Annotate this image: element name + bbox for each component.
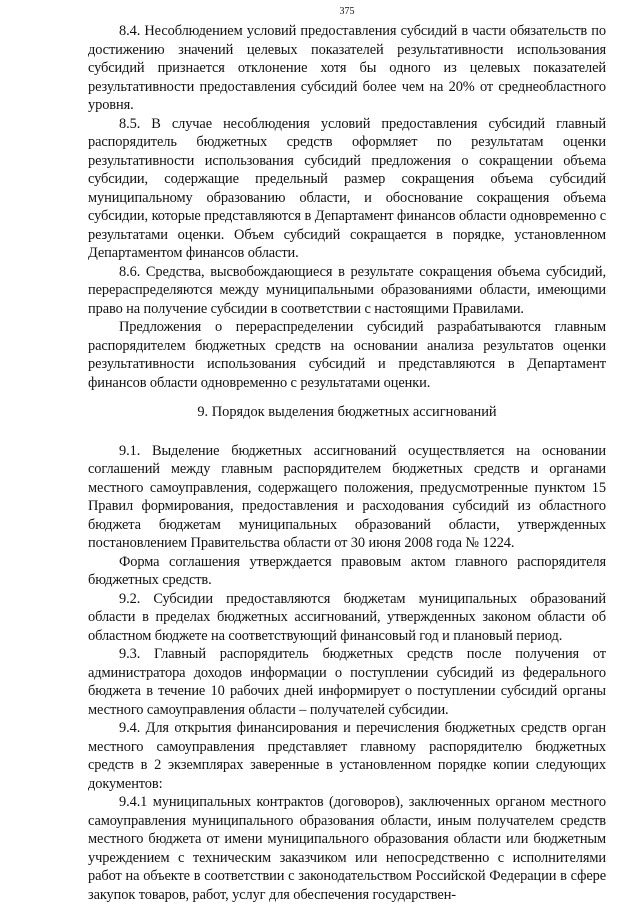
paragraph-agreement-form: Форма соглашения утверждается правовым актом главного распорядителя бюджетных средств. bbox=[88, 553, 606, 588]
page-number: 375 bbox=[339, 6, 355, 17]
paragraph-9-2: 9.2. Субсидии предоставляются бюджетам муниципальных образований области в пределах бюджетных ассигнований, утвержденных законом области об областном бюджете на соответствующий финансовый год и плановый период. bbox=[88, 590, 606, 644]
paragraph-8-5: 8.5. В случае несоблюдения условий предоставления субсидий главный распорядитель бюджетных средств оформляет по результатам оценки результативности использования субсидий предложения о сокращении объема субсидии, содержащие предельный размер сокращения объема субсидий муниципальному образованию области, и обоснование сокращения объема субсидии, которые представляются в Департамент финансов области одновременно с результатами оценки. Объем субсидий сокращается в порядке, установленном Департаментом финансов области. bbox=[88, 115, 606, 261]
paragraph-redistribution-proposals: Предложения о перераспределении субсидий разрабатываются главным распорядителем бюджетных средств на основании анализа результатов оценки результативности использования субсидий и представляются в Департамент финансов области одновременно с результатами оценки. bbox=[88, 319, 606, 391]
paragraph-9-3: 9.3. Главный распорядитель бюджетных средств после получения от администратора доходов информации о поступлении субсидий из федерального бюджета в течение 10 рабочих дней информирует о поступлении субсидий органы местного самоуправления области – получателей субсидии. bbox=[88, 646, 606, 718]
paragraph-9-4: 9.4. Для открытия финансирования и перечисления бюджетных средств орган местного самоуправления представляет главному распорядителю бюджетных средств в 2 экземплярах заверенные в установленном порядке копии следующих документов: bbox=[88, 720, 606, 792]
paragraph-8-6: 8.6. Средства, высвобождающиеся в результате сокращения объема субсидий, перераспределяются между муниципальными образованиями области, имеющими право на получение субсидии в соответствии с настоящими Правилами. bbox=[88, 263, 606, 317]
section-heading: 9. Порядок выделения бюджетных ассигнований bbox=[197, 404, 497, 420]
paragraph-8-4: 8.4. Несоблюдением условий предоставления субсидий в части обязательств по достижению значений целевых показателей результативности использования субсидий признается отклонение хотя бы одного из целевых показателей результативности предоставления субсидий более чем на 20% от среднеобластного уровня. bbox=[88, 23, 606, 113]
paragraph-9-1: 9.1. Выделение бюджетных ассигнований осуществляется на основании соглашений между главным распорядителем бюджетных средств и органами местного самоуправления, содержащего положения, предусмотренные пунктом 15 Правил формирования, предоставления и расходования субсидий из областного бюджета бюджетам муниципальных образований области, утвержденных постановлением Правительства области от 30 июня 2008 года № 1224. bbox=[88, 442, 606, 551]
paragraph-9-4-1: 9.4.1 муниципальных контрактов (договоров), заключенных органом местного самоуправления муниципального образования области, иным получателем средств местного бюджета от имени муниципального образования области или бюджетным учреждением с техническим заказчиком или непосредственно с исполнителями работ на объекте в соответствии с законодательством Российской Федерации в сфере закупок товаров, работ, услуг для обеспечения государствен- bbox=[88, 794, 606, 903]
